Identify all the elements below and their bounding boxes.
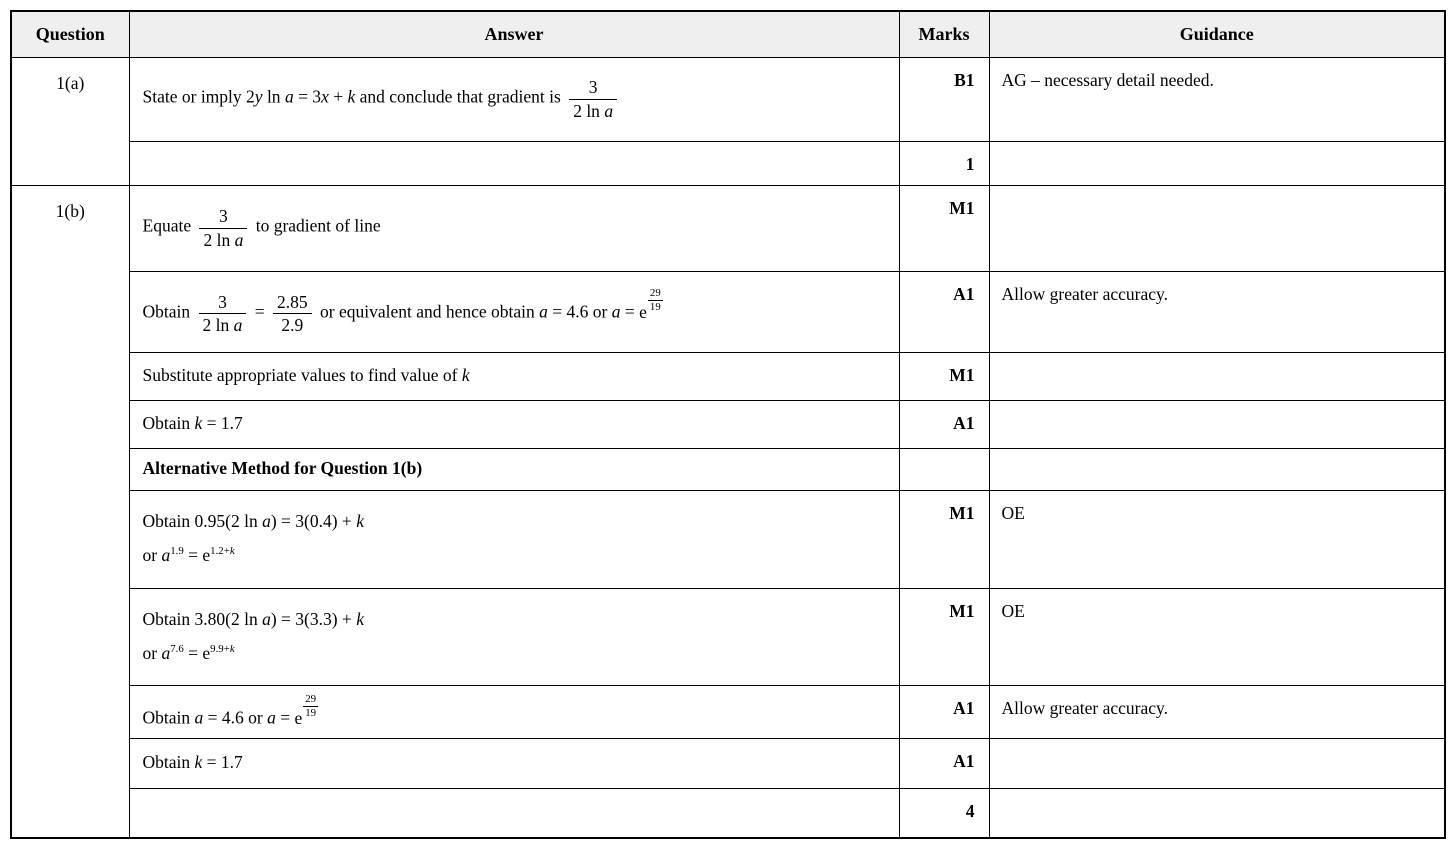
marks-cell: M1 [899,588,989,685]
table-row [11,271,1445,352]
table-row [11,448,1445,490]
header-answer: Answer [129,11,899,57]
answer-cell: Substitute appropriate values to find value of k [129,352,899,400]
header-row [11,11,1445,57]
marks-cell: M1 [899,490,989,588]
marks-cell: A1 [899,738,989,788]
guidance-cell [989,448,1445,490]
guidance-cell: AG – necessary detail needed. [989,57,1445,141]
marks-cell: M1 [899,352,989,400]
marks-total-cell: 1 [899,141,989,185]
marks-cell: A1 [899,271,989,352]
answer-cell [129,788,899,838]
header-question: Question [11,11,129,57]
guidance-cell: Allow greater accuracy. [989,685,1445,738]
guidance-cell [989,352,1445,400]
table-row [11,185,1445,271]
marks-cell: M1 [899,185,989,271]
marks-cell [899,448,989,490]
guidance-cell [989,400,1445,448]
question-cell-1b: 1(b) [11,185,129,838]
guidance-cell [989,788,1445,838]
guidance-cell [989,738,1445,788]
table-row [11,352,1445,400]
header-guidance: Guidance [989,11,1445,57]
mark-scheme-table [10,10,1446,839]
table-row [11,738,1445,788]
marks-total-cell: 4 [899,788,989,838]
table-row [11,141,1445,185]
guidance-cell [989,141,1445,185]
answer-cell: Obtain a = 4.6 or a = e $^{\frac{29}{19}}$ [129,685,899,738]
marks-cell: A1 [899,400,989,448]
table-row [11,400,1445,448]
guidance-cell: OE [989,588,1445,685]
answer-cell: State or imply 2y ln a = 3x + k and conclude that gradient is $\frac{3}{\text{2 ln a}}$ [129,57,899,141]
answer-cell: Obtain $\frac{3}{\text{2 ln a}}$ = $\frac{2.85}{2.9}$ or equivalent and hence obtain a = 4.6 or a = e $^{\frac{29}{19}}$ [129,271,899,352]
guidance-cell: Allow greater accuracy. [989,271,1445,352]
answer-cell [129,141,899,185]
answer-cell-alt-method-heading: Alternative Method for Question 1(b) [129,448,899,490]
table-row [11,788,1445,838]
table-row [11,588,1445,685]
answer-cell: Obtain 0.95(2 ln a) = 3(0.4) + k or $a^{1.9} = e^{1.2+k}$ [129,490,899,588]
answer-cell: Obtain k = 1.7 [129,738,899,788]
guidance-cell [989,185,1445,271]
table-row [11,57,1445,141]
answer-cell: Equate $\frac{3}{\text{2 ln a}}$ to gradient of line [129,185,899,271]
header-marks: Marks [899,11,989,57]
question-cell-1a: 1(a) [11,57,129,185]
marks-cell: B1 [899,57,989,141]
answer-cell: Obtain k = 1.7 [129,400,899,448]
table-row [11,685,1445,738]
guidance-cell: OE [989,490,1445,588]
marks-cell: A1 [899,685,989,738]
table-row [11,490,1445,588]
answer-cell: Obtain 3.80(2 ln a) = 3(3.3) + k or $a^{7.6} = e^{9.9+k}$ [129,588,899,685]
